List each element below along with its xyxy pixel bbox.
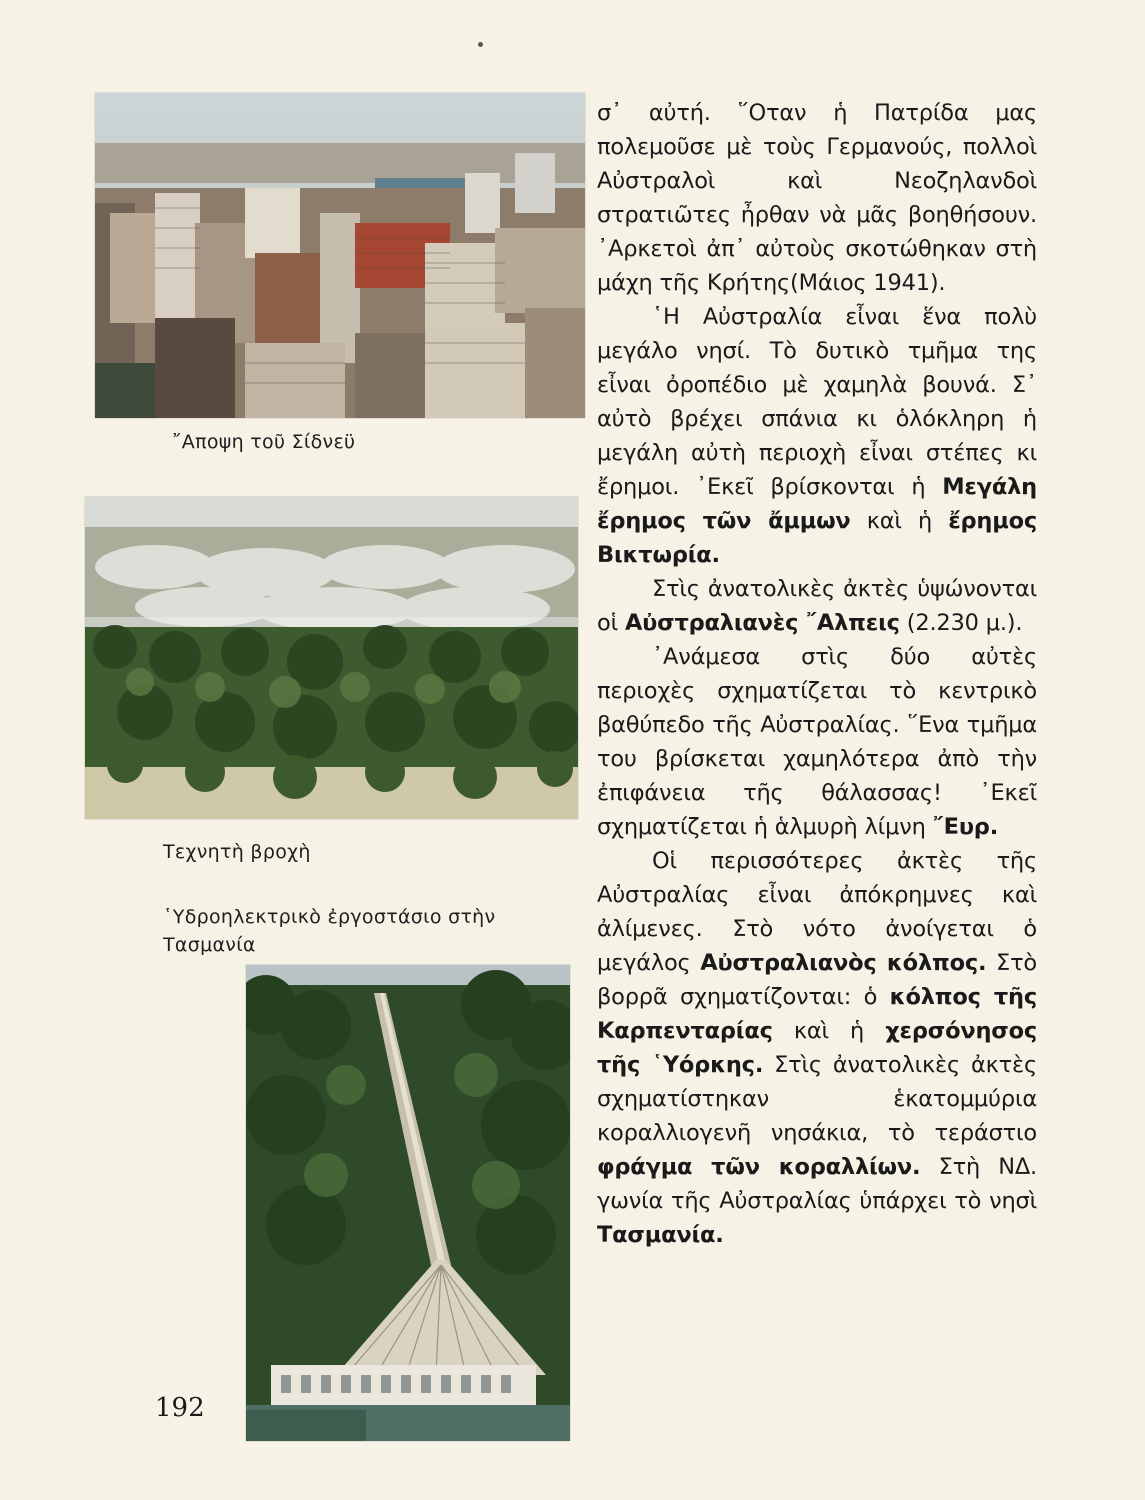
artificial-rain-photo: [85, 497, 578, 819]
sydney-photo: [95, 93, 585, 418]
great-sandy-desert: Μεγάλη ἔρημος τῶν ἄμμων: [597, 474, 1037, 534]
tasmania: Τασμανία.: [597, 1222, 724, 1248]
great-australian-bight: Αὐστραλιανὸς κόλπος.: [700, 950, 987, 976]
paragraph-2: ῾Η Αὐστραλία εἶναι ἕνα πολὺ μεγάλο νησί. Τὸ δυτικὸ τμῆμα της εἶναι ὀροπέδιο μὲ χαμηλὰ βουνά. Σ᾿ αὐτὸ βρέχει σπάνια κι ὁλόκληρη ἡ μεγάλη αὐτὴ περιοχὴ εἶναι στέπες κι ἔρημοι. ᾿Εκεῖ βρίσκονται ἡ Μεγάλη ἔρημος τῶν ἄμμων καὶ ἡ ἔρημος Βικτωρία.: [597, 304, 1037, 568]
paragraph-3: Στὶς ἀνατολικὲς ἀκτὲς ὑψώνονται οἱ Αὐστραλιανὲς ῎Αλπεις (2.230 μ.).: [597, 576, 1037, 636]
great-barrier-reef: φράγμα τῶν κοραλλίων.: [597, 1154, 921, 1180]
page-number: 192: [155, 1393, 205, 1423]
sydney-caption: ῎Αποψη τοῦ Σίδνεϋ: [172, 431, 356, 453]
gulf-of-carpentaria: κόλπος τῆς Καρπενταρίας: [597, 984, 1037, 1044]
australian-alps: Αὐστραλιανὲς ῎Αλπεις: [624, 610, 900, 636]
lake-eyre: ῎Ευρ.: [932, 814, 999, 840]
hydro-plant-photo: [246, 965, 570, 1441]
paragraph-5: Οἱ περισσότερες ἀκτὲς τῆς Αὐστραλίας εἶναι ἀπόκρημνες καὶ ἀλίμενες. Στὸ νότο ἀνοίγεται ὁ μεγάλος Αὐστραλιανὸς κόλπος. Στὸ βορρᾶ σχηματίζονται: ὁ κόλπος τῆς Καρπενταρίας καὶ ἡ χερσόνησος τῆς ῾Υόρκης. Στὶς ἀνατολικὲς ἀκτὲς σχηματίστηκαν ἑκατομμύρια κοραλλιογενῆ νησάκια, τὸ τεράστιο φράγμα τῶν κοραλλίων. Στὴ ΝΔ. γωνία τῆς Αὐστραλίας ὑπάρχει τὸ νησὶ Τασμανία.: [597, 848, 1037, 1248]
paragraph-1: σ᾿ αὐτή. ῞Οταν ἡ Πατρίδα μας πολεμοῦσε μὲ τοὺς Γερμανούς, πολλοὶ Αὐστραλοὶ καὶ Νεοζηλανδοὶ στρατιῶτες ἦρθαν νὰ μᾶς βοηθήσουν. ᾿Αρκετοὶ ἀπ᾿ αὐτοὺς σκοτώθηκαν στὴ μάχη τῆς Κρήτης(Μάιος 1941).: [597, 100, 1037, 296]
artificial-rain-caption: Τεχνητὴ βροχὴ: [163, 841, 311, 863]
hydro-plant-caption: ῾Υδροηλεκτρικὸ ἐργοστάσιο στὴν Τασμανία: [163, 906, 496, 956]
cape-york-peninsula: χερσόνησος τῆς ῾Υόρκης.: [597, 1018, 1037, 1078]
victoria-desert: ἔρημος Βικτωρία.: [597, 508, 1037, 568]
print-speck: [478, 42, 483, 47]
body-text: [597, 96, 1037, 1252]
paragraph-4: ᾿Ανάμεσα στὶς δύο αὐτὲς περιοχὲς σχηματίζεται τὸ κεντρικὸ βαθύπεδο τῆς Αὐστραλίας. ῞Ενα τμῆμα του βρίσκεται χαμηλότερα ἀπὸ τὴν ἐπιφάνεια τῆς θάλασσας! ᾿Εκεῖ σχηματίζεται ἡ ἁλμυρὴ λίμνη ῎Ευρ.: [597, 644, 1037, 840]
